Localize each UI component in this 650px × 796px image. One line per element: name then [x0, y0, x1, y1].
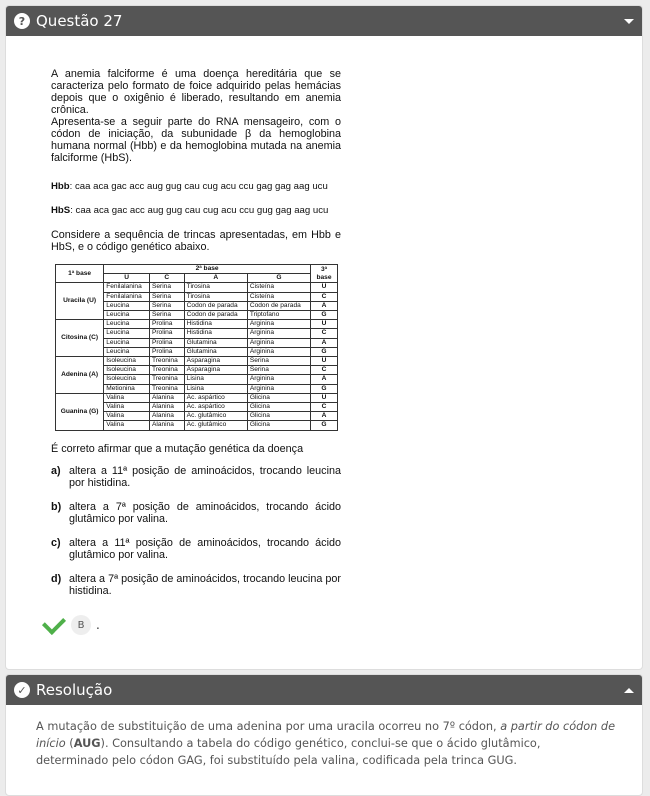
- answer-row: [44, 615, 100, 635]
- amino-acid-cell: Histidina: [184, 320, 247, 329]
- resolution-title: Resolução: [36, 681, 113, 699]
- question-paragraph-2: Apresenta-se a seguir parte do RNA mensageiro, com o códon de iniciação, da subunidade β da hemoglobina humana normal (Hbb) e da hemoglobina mutada na anemia falciforme (HbS).: [51, 116, 341, 164]
- amino-acid-cell: Treonina: [149, 357, 184, 366]
- third-base-cell: G: [311, 384, 338, 393]
- amino-acid-cell: Glicina: [247, 403, 310, 412]
- amino-acid-cell: Ac. glutâmico: [184, 412, 247, 421]
- checkmark-icon: [42, 611, 66, 635]
- table-row: [56, 283, 338, 292]
- amino-acid-cell: Treonina: [149, 384, 184, 393]
- amino-acid-cell: Serina: [247, 366, 310, 375]
- amino-acid-cell: Serina: [149, 292, 184, 301]
- amino-acid-cell: Glicina: [247, 421, 310, 430]
- amino-acid-cell: Codon de parada: [184, 311, 247, 320]
- check-circle-icon: ✓: [14, 682, 30, 698]
- amino-acid-cell: Valina: [104, 393, 150, 402]
- amino-acid-cell: Valina: [104, 412, 150, 421]
- amino-acid-cell: Leucina: [104, 347, 150, 356]
- question-prompt: É correto afirmar que a mutação genética da doença: [51, 442, 304, 455]
- amino-acid-cell: Serina: [149, 301, 184, 310]
- amino-acid-cell: Leucina: [104, 320, 150, 329]
- hbb-sequence: Hbb: caa aca gac acc aug gug cau cug acu ccu gag gag aag ucu: [51, 181, 328, 192]
- amino-acid-cell: Arginina: [247, 375, 310, 384]
- header-g: G: [247, 274, 310, 283]
- header-third-base: 3ª base: [311, 265, 338, 283]
- third-base-cell: G: [311, 421, 338, 430]
- amino-acid-cell: Isoleucina: [104, 366, 150, 375]
- question-circle-icon: ?: [14, 13, 30, 29]
- amino-acid-cell: Alanina: [149, 403, 184, 412]
- table-row: [56, 393, 338, 402]
- amino-acid-cell: Fenilalanina: [104, 283, 150, 292]
- third-base-cell: U: [311, 393, 338, 402]
- third-base-cell: C: [311, 366, 338, 375]
- question-body: [51, 68, 341, 597]
- header-c: C: [149, 274, 184, 283]
- question-header[interactable]: [6, 6, 642, 36]
- amino-acid-cell: Serina: [149, 311, 184, 320]
- amino-acid-cell: Cisteína: [247, 292, 310, 301]
- question-title: Questão 27: [36, 12, 123, 30]
- third-base-cell: A: [311, 412, 338, 421]
- option-letter: d): [51, 572, 62, 585]
- resolution-panel: [5, 674, 643, 796]
- option-text: altera a 7ª posição de aminoácidos, trocando ácido glutâmico por valina.: [69, 500, 341, 525]
- amino-acid-cell: Glutamina: [184, 338, 247, 347]
- header-second-base: 2ª base: [104, 265, 311, 274]
- amino-acid-cell: Tirosina: [184, 283, 247, 292]
- amino-acid-cell: Codon de parada: [247, 301, 310, 310]
- amino-acid-cell: Lisina: [184, 384, 247, 393]
- first-base-cell: Adenina (A): [56, 357, 104, 394]
- header-u: U: [104, 274, 150, 283]
- amino-acid-cell: Alanina: [149, 412, 184, 421]
- third-base-cell: U: [311, 357, 338, 366]
- amino-acid-cell: Leucina: [104, 301, 150, 310]
- third-base-cell: U: [311, 320, 338, 329]
- amino-acid-cell: Leucina: [104, 329, 150, 338]
- first-base-cell: Guanina (G): [56, 393, 104, 430]
- amino-acid-cell: Arginina: [247, 329, 310, 338]
- amino-acid-cell: Serina: [247, 357, 310, 366]
- amino-acid-cell: Prolina: [149, 347, 184, 356]
- option-letter: b): [51, 500, 62, 513]
- third-base-cell: C: [311, 403, 338, 412]
- amino-acid-cell: Isoleucina: [104, 357, 150, 366]
- header-first-base: 1ª base: [56, 265, 104, 283]
- amino-acid-cell: Alanina: [149, 393, 184, 402]
- amino-acid-cell: Glicina: [247, 412, 310, 421]
- answer-suffix: .: [96, 618, 100, 632]
- amino-acid-cell: Glutamina: [184, 347, 247, 356]
- header-a: A: [184, 274, 247, 283]
- amino-acid-cell: Arginina: [247, 384, 310, 393]
- option-text: altera a 11ª posição de aminoácidos, trocando ácido glutâmico por valina.: [69, 536, 341, 561]
- third-base-cell: G: [311, 311, 338, 320]
- option-c[interactable]: [51, 537, 341, 561]
- option-b[interactable]: [51, 501, 341, 525]
- amino-acid-cell: Serina: [149, 283, 184, 292]
- amino-acid-cell: Leucina: [104, 311, 150, 320]
- first-base-cell: Uracila (U): [56, 283, 104, 320]
- consider-text: Considere a sequência de trincas apresentadas, em Hbb e HbS, e o código genético abaixo.: [51, 229, 341, 253]
- amino-acid-cell: Valina: [104, 403, 150, 412]
- genetic-code-table: [55, 264, 338, 431]
- question-paragraph-1: A anemia falciforme é uma doença hereditária que se caracteriza pelo formato de foice adquirido pelas hemácias depois que o oxigênio é liberado, resultando em anemia crônica.: [51, 68, 341, 116]
- question-panel: [5, 5, 643, 670]
- amino-acid-cell: Metionina: [104, 384, 150, 393]
- amino-acid-cell: Arginina: [247, 347, 310, 356]
- option-a[interactable]: [51, 465, 341, 489]
- amino-acid-cell: Asparagina: [184, 366, 247, 375]
- option-text: altera a 11ª posição de aminoácidos, trocando leucina por histidina.: [69, 464, 341, 489]
- table-row: [56, 357, 338, 366]
- amino-acid-cell: Leucina: [104, 338, 150, 347]
- amino-acid-cell: Histidina: [184, 329, 247, 338]
- chevron-up-icon[interactable]: [624, 688, 634, 693]
- options-list: [51, 465, 341, 597]
- resolution-header[interactable]: [6, 675, 642, 705]
- amino-acid-cell: Lisina: [184, 375, 247, 384]
- third-base-cell: C: [311, 292, 338, 301]
- third-base-cell: C: [311, 329, 338, 338]
- third-base-cell: A: [311, 375, 338, 384]
- third-base-cell: U: [311, 283, 338, 292]
- amino-acid-cell: Fenilalanina: [104, 292, 150, 301]
- amino-acid-cell: Prolina: [149, 320, 184, 329]
- amino-acid-cell: Prolina: [149, 329, 184, 338]
- chevron-down-icon[interactable]: [624, 19, 634, 24]
- amino-acid-cell: Alanina: [149, 421, 184, 430]
- third-base-cell: A: [311, 301, 338, 310]
- amino-acid-cell: Treonina: [149, 366, 184, 375]
- table-row: [56, 320, 338, 329]
- option-letter: c): [51, 536, 61, 549]
- amino-acid-cell: Arginina: [247, 338, 310, 347]
- amino-acid-cell: Isoleucina: [104, 375, 150, 384]
- amino-acid-cell: Triptofano: [247, 311, 310, 320]
- third-base-cell: A: [311, 338, 338, 347]
- third-base-cell: G: [311, 347, 338, 356]
- resolution-text: A mutação de substituição de uma adenina por uma uracila ocorreu no 7º códon, a partir do códon de início (AUG). Consultando a tabela do código genético, conclui-se que o ácido glutâmico, determinado pelo códon GAG, foi substituído pela valina, codificada pela trinca GUG.: [36, 720, 616, 767]
- amino-acid-cell: Ac. glutâmico: [184, 421, 247, 430]
- amino-acid-cell: Prolina: [149, 338, 184, 347]
- amino-acid-cell: Ac. aspártico: [184, 403, 247, 412]
- option-d[interactable]: [51, 573, 341, 597]
- amino-acid-cell: Tirosina: [184, 292, 247, 301]
- option-letter: a): [51, 464, 61, 477]
- amino-acid-cell: Asparagina: [184, 357, 247, 366]
- hbs-sequence: HbS: caa aca gac acc aug gug cau cug acu ccu gug gag aag ucu: [51, 205, 329, 216]
- amino-acid-cell: Ac. aspártico: [184, 393, 247, 402]
- option-text: altera a 7ª posição de aminoácidos, trocando leucina por histidina.: [69, 572, 341, 597]
- first-base-cell: Citosina (C): [56, 320, 104, 357]
- amino-acid-cell: Treonina: [149, 375, 184, 384]
- amino-acid-cell: Cisteína: [247, 283, 310, 292]
- amino-acid-cell: Arginina: [247, 320, 310, 329]
- amino-acid-cell: Valina: [104, 421, 150, 430]
- amino-acid-cell: Glicina: [247, 393, 310, 402]
- answer-badge: B: [71, 615, 91, 635]
- amino-acid-cell: Codon de parada: [184, 301, 247, 310]
